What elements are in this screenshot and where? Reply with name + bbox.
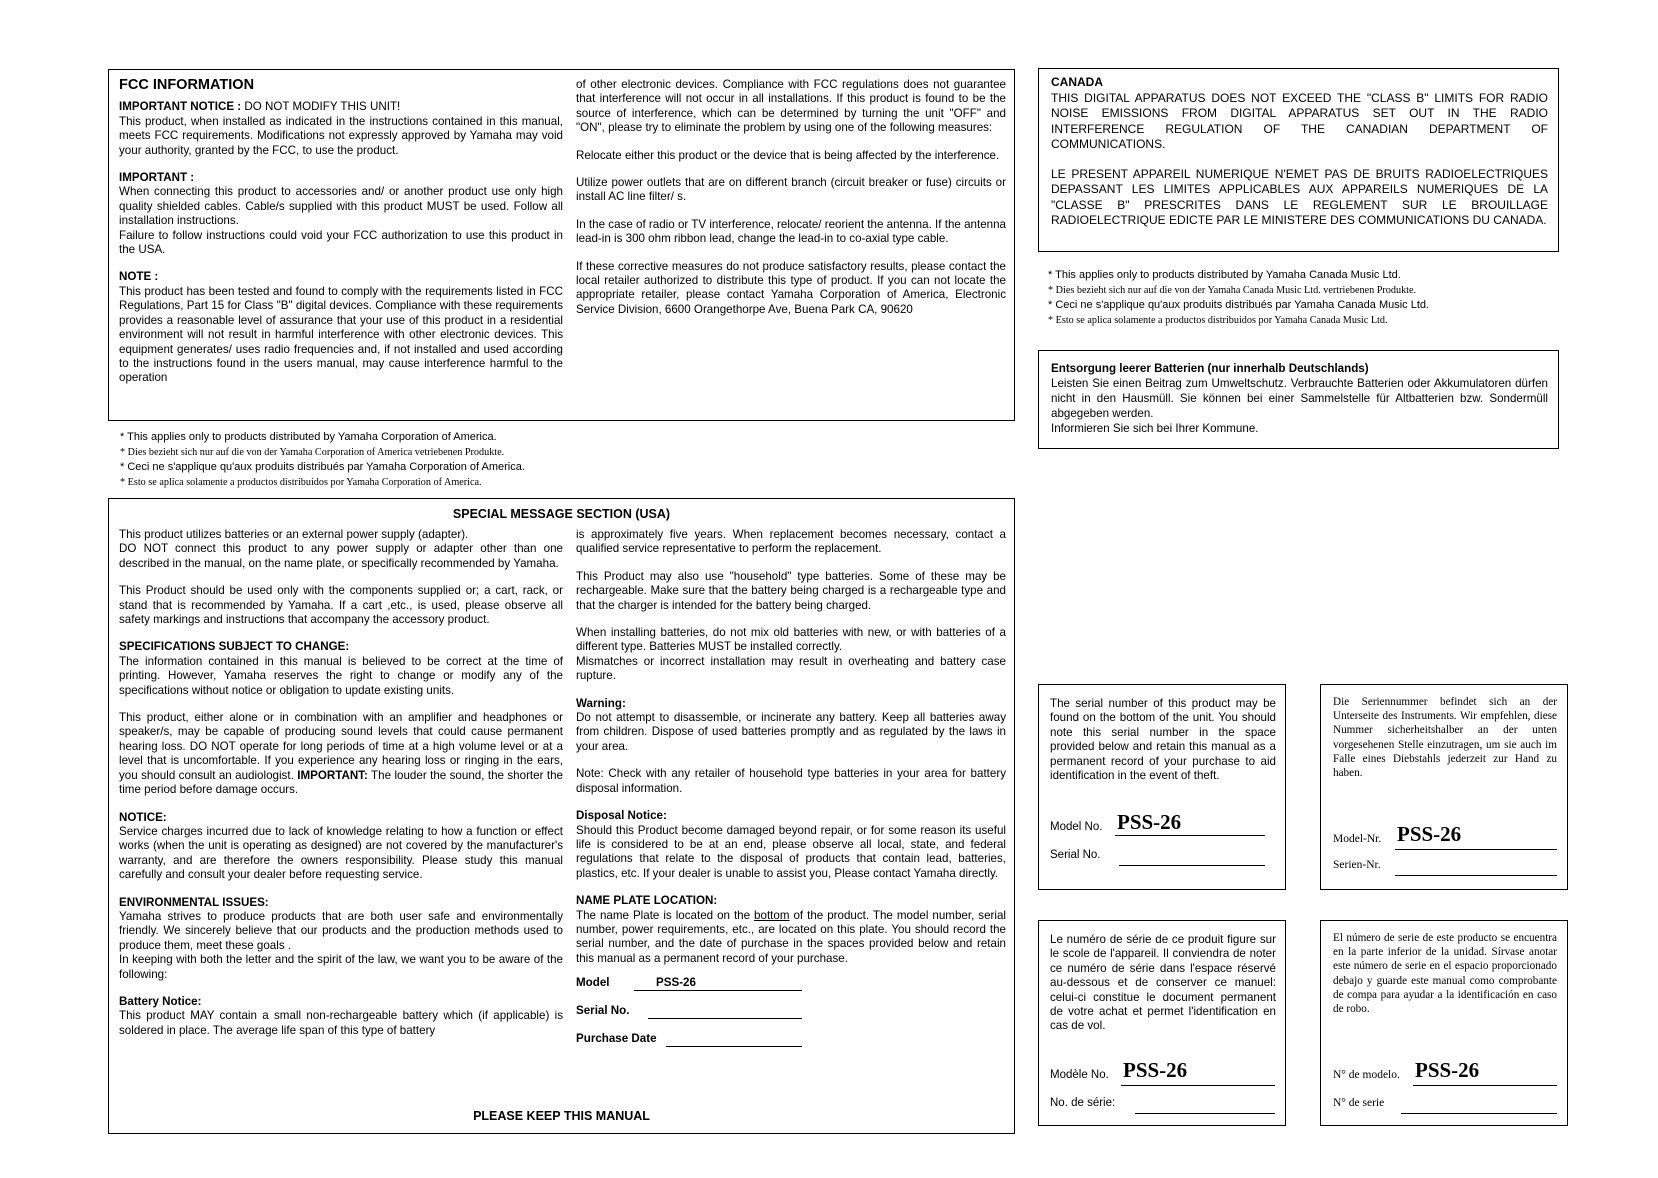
serial-line[interactable] xyxy=(648,1018,802,1019)
germany-battery-text: Leisten Sie einen Beitrag zum Umweltschutz. Verbrauchte Batterien oder Akkumulatoren dürfen nicht in den Hausmüll. Sie können bei einer Sammelstelle für Altbatterien bzw. Sondermüll abgegeben werden. xyxy=(1051,377,1548,420)
household-battery-text: This Product may also use "household" type batteries. Some of these may be rechargeable. Make sure that the battery being charged is a rechargeable type and that the charger is intended for the battery being charged. xyxy=(576,569,1006,612)
special-components-text: This Product should be used only with the components supplied or; a cart, rack, or stand that is recommended by Yamaha. If a cart ,etc., is used, please observe all safety markings and instructions that accompany the accessory product. xyxy=(119,584,563,627)
battery-notice-text: This product MAY contain a small non-rechargeable battery which (if applicable) is soldered in place. The average life span of this type of battery xyxy=(119,1009,563,1037)
serial-german-serial-label: Serien-Nr. xyxy=(1333,859,1381,871)
special-column-right xyxy=(576,528,1006,1060)
fcc-notice-text: DO NOT MODIFY THIS UNIT! xyxy=(241,100,401,114)
canada-distribution-notes xyxy=(1048,268,1429,328)
special-power-text: This product utilizes batteries or an external power supply (adapter). xyxy=(119,528,469,541)
serial-german-text: Die Seriennummer befindet sich an der Unterseite des Instruments. Wir empfehlen, diese Nummer sicherheitshalber an der unten vorgesehenen Stelle einzutragen, um sie auch im Falle eines Diebstahls jederzeit zur Hand zu haben. xyxy=(1333,696,1557,780)
serial-german-model-value: PSS-26 xyxy=(1397,822,1462,846)
specifications-heading: SPECIFICATIONS SUBJECT TO CHANGE: xyxy=(119,640,350,654)
fcc-col2-paragraph-3: Utilize power outlets that are on different branch (circuit breaker or fuse) circuits or install AC line filter/ s. xyxy=(576,176,1006,204)
fcc-notice-heading: IMPORTANT NOTICE : xyxy=(119,100,242,114)
model-line xyxy=(634,990,802,991)
fcc-title: FCC INFORMATION xyxy=(119,77,255,93)
battery-disposal-note: Note: Check with any retailer of household type batteries in your area for battery disposal information. xyxy=(576,767,1006,795)
model-label: Model xyxy=(576,976,610,990)
purchase-date-label: Purchase Date xyxy=(576,1032,657,1046)
disposal-heading: Disposal Notice: xyxy=(576,809,667,823)
serial-german-serial-line[interactable] xyxy=(1395,875,1557,876)
fcc-column-left xyxy=(119,78,563,399)
serial-spanish-serial-line[interactable] xyxy=(1401,1113,1557,1114)
purchase-date-line[interactable] xyxy=(666,1046,802,1047)
fcc-note-text: This product has been tested and found to comply with the requirements listed in FCC Regulations, Part 15 for Class "B" digital devices. Compliance with these requirements provides a reasonable level of assurance that your use of this product in a residential environment will not result in harmful interference with other electronic devices. This equipment generates/ uses radio frequencies and, if not installed and used according to the instructions found in the users manual, may cause interference harmful to the operation xyxy=(119,284,563,385)
battery-life-text: is approximately five years. When replacement becomes necessary, contact a qualified service representative to perform the replacement. xyxy=(576,528,1006,556)
serial-french-model-line xyxy=(1121,1085,1275,1086)
germany-battery-text-2: Informieren Sie sich bei Ihrer Kommune. xyxy=(1051,422,1259,435)
canada-note-en: * This applies only to products distributed by Yamaha Canada Music Ltd. xyxy=(1048,269,1401,281)
environmental-text: Yamaha strives to produce products that are both user safe and environmentally friendly. We sincerely believe that our products and the production methods used to produce them, meet these goals . xyxy=(119,909,563,952)
fcc-important-text: When connecting this product to accessories and/ or another product use only high quality shielded cables. Cable/s supplied with this product MUST be used. Follow all installation instructions. xyxy=(119,185,563,228)
us-note-de: * Dies bezieht sich nur auf die von der Yamaha Corporation of America vetriebenen Produkte. xyxy=(120,447,505,458)
germany-battery-box xyxy=(1038,350,1559,449)
serial-english-model-line xyxy=(1115,835,1265,836)
serial-french-model-value: PSS-26 xyxy=(1123,1058,1188,1082)
canada-box xyxy=(1038,68,1559,252)
us-note-en: * This applies only to products distributed by Yamaha Corporation of America. xyxy=(120,431,497,443)
hearing-text: This product, either alone or in combination with an amplifier and headphones or speaker/s, may be capable of producing sound levels that could cause permanent hearing loss. DO NOT operate for long periods of time at a high volume level or at a level that is uncomfortable. If you experience any hearing loss or ringing in the ears, you should consult an audiologist. xyxy=(119,711,563,782)
keep-manual-footer: PLEASE KEEP THIS MANUAL xyxy=(473,1109,650,1123)
serial-english-text: The serial number of this product may be found on the bottom of the unit. You should note this serial number in the space provided below and retain this manual as a permanent record of your purchase to aid identification in the event of theft. xyxy=(1050,697,1276,783)
serial-box-french xyxy=(1038,920,1286,1126)
hearing-important-label: IMPORTANT: xyxy=(297,768,368,782)
mismatch-text: Mismatches or incorrect installation may result in overheating and battery case rupture. xyxy=(576,654,1006,683)
us-note-fr: * Ceci ne s'applique qu'aux produits distribués par Yamaha Corporation of America. xyxy=(120,461,525,473)
notice-text: Service charges incurred due to lack of knowledge relating to how a function or effect works (when the unit is operating as designed) are not covered by the manufacturer's warranty, and are therefore the owners responsibility. Please study this manual carefully and consult your dealer before requesting service. xyxy=(119,824,563,882)
serial-spanish-text: El número de serie de este producto se encuentra en la parte inferior de la unidad. Sírvase anotar este número de serie en el espacio proporcionado debajo y guarde este manual como comprobante de compa para ayudar a la identificación en caso de robo. xyxy=(1333,932,1557,1016)
specifications-text: The information contained in this manual is believed to be correct at the time of printing. However, Yamaha reserves the right to change or modify any of the specifications without notice or obligation to update existing units. xyxy=(119,654,563,697)
name-plate-text-underlined: bottom xyxy=(754,908,790,922)
serial-spanish-model-value: PSS-26 xyxy=(1415,1058,1480,1082)
serial-english-model-label: Model No. xyxy=(1050,821,1103,833)
canada-english-text: THIS DIGITAL APPARATUS DOES NOT EXCEED THE "CLASS B" LIMITS FOR RADIO NOISE EMISSIONS FROM DIGITAL APPARATUS SET OUT IN THE RADIO INTERFERENCE REGULATION OF THE CANADIAN DEPARTMENT OF COMMUNICATIONS. xyxy=(1051,90,1548,151)
serial-french-serial-label: No. de série: xyxy=(1050,1097,1116,1109)
serial-french-model-label: Modèle No. xyxy=(1050,1069,1109,1081)
serial-box-english xyxy=(1038,684,1286,890)
serial-spanish-serial-label: N° de serie xyxy=(1333,1097,1385,1109)
serial-english-model-value: PSS-26 xyxy=(1117,810,1182,834)
fcc-important-heading: IMPORTANT : xyxy=(119,171,195,185)
serial-english-serial-label: Serial No. xyxy=(1050,849,1101,861)
canada-title: CANADA xyxy=(1051,75,1103,89)
canada-note-fr: * Ceci ne s'applique qu'aux produits distribués par Yamaha Canada Music Ltd. xyxy=(1048,299,1430,311)
name-plate-text-2: of the product. The model number, serial number, power requirements, etc., are located on this plate. You should record the serial number, and the date of purchase in the spaces provided below and retain this manual as a permanent record of your purchase. xyxy=(576,908,1006,965)
fcc-col2-paragraph-5: If these corrective measures do not produce satisfactory results, please contact the local retailer authorized to distribute this type of product. If you can not locate the appropriate retailer, please contact Yamaha Corporation of America, Electronic Service Division, 6600 Orangethorpe Ave, Buena Park CA, 90620 xyxy=(576,259,1006,316)
serial-english-serial-line[interactable] xyxy=(1119,865,1265,866)
fcc-col2-paragraph-1: of other electronic devices. Compliance with FCC regulations does not guarantee that interference will not occur in all installations. If this product is found to be the source of interference, which can be determined by turning the unit "OFF" and "ON", please try to eliminate the problem by using one of the following measures: xyxy=(576,78,1006,135)
name-plate-heading: NAME PLATE LOCATION: xyxy=(576,894,718,908)
special-power-text-2: DO NOT connect this product to any power supply or adapter other than one described in the manual, on the name plate, or specifically recommended by Yamaha. xyxy=(119,542,563,570)
model-value: PSS-26 xyxy=(656,976,696,990)
canada-note-es: * Esto se aplica solamente a productos distribuidos por Yamaha Canada Music Ltd. xyxy=(1048,315,1388,326)
serial-spanish-model-line xyxy=(1413,1085,1557,1086)
fcc-important-text-2: Failure to follow instructions could void your FCC authorization to use this product in the USA. xyxy=(119,228,563,257)
notice-heading: NOTICE: xyxy=(119,810,167,824)
us-note-es: * Esto se aplica solamente a productos distribuidos por Yamaha Corporation of America. xyxy=(120,477,482,488)
battery-notice-heading: Battery Notice: xyxy=(119,994,202,1008)
environmental-heading: ENVIRONMENTAL ISSUES: xyxy=(119,895,269,909)
warning-text: Do not attempt to disassemble, or incinerate any battery. Keep all batteries away from children. Dispose of used batteries promptly and as regulated by the laws in your area. xyxy=(576,711,1006,753)
fcc-note-heading: NOTE : xyxy=(119,270,159,284)
serial-box-german xyxy=(1320,684,1568,890)
serial-german-model-line xyxy=(1395,849,1557,850)
canada-french-text: LE PRESENT APPAREIL NUMERIQUE N'EMET PAS DE BRUITS RADIOELECTRIQUES DEPASSANT LES LIMITES APPLICABLES AUX APPAREILS NUMERIQUES DE LA "CLASSE B" PRESCRITES DANS LE REGLEMENT SUR LE BROUILLAGE RADIOELECTRIQUE EDICTE PAR LE MINISTERE DES COMMUNICATIONS DU CANADA. xyxy=(1051,166,1548,227)
serial-french-serial-line[interactable] xyxy=(1135,1113,1275,1114)
name-plate-text: The name Plate is located on the xyxy=(576,908,755,922)
germany-battery-title: Entsorgung leerer Batterien (nur innerhalb Deutschlands) xyxy=(1051,362,1369,375)
disposal-text: Should this Product become damaged beyond repair, or for some reason its useful life is considered to be at an end, please observe all local, state, and federal regulations that relate to the disposal of products that contain lead, batteries, plastics, etc. If your dealer is unable to assist you, Please contact Yamaha directly. xyxy=(576,823,1006,880)
special-message-title: SPECIAL MESSAGE SECTION (USA) xyxy=(452,507,671,521)
fcc-col2-paragraph-4: In the case of radio or TV interference, relocate/ reorient the antenna. If the antenna lead-in is 300 ohm ribbon lead, change the lead-in to co-axial type cable. xyxy=(576,217,1006,246)
serial-german-model-label: Model-Nr. xyxy=(1333,833,1382,845)
warning-heading: Warning: xyxy=(576,696,626,710)
installing-batteries-text: When installing batteries, do not mix old batteries with new, or with batteries of a different type. Batteries MUST be installed correctly. xyxy=(576,626,1006,654)
special-message-box xyxy=(108,498,1015,1134)
fcc-information-box xyxy=(108,69,1015,421)
serial-label: Serial No. xyxy=(576,1004,630,1018)
fcc-paragraph-1: This product, when installed as indicated in the instructions contained in this manual, meets FCC requirements. Modifications not expressly approved by Yamaha may void your authority, granted by the FCC, to use the product. xyxy=(119,114,563,157)
us-distribution-notes xyxy=(120,430,525,490)
serial-french-text: Le numéro de série de ce produit figure sur le scole de l'appareil. Il conviendra de noter ce numéro de série dans l'espace réservé au-dessous et de conserver ce manuel: celui-ci constitue le document permanent de votre achat et permet l'identification en cas de vol. xyxy=(1050,933,1276,1033)
hearing-important-text: The louder the sound, the shorter the time period before damage occurs. xyxy=(119,768,563,797)
special-column-left xyxy=(119,528,563,1051)
fcc-col2-paragraph-2: Relocate either this product or the device that is being affected by the interference. xyxy=(576,148,1000,162)
serial-spanish-model-label: N° de modelo. xyxy=(1333,1069,1400,1081)
canada-note-de: * Dies bezieht sich nur auf die von der Yamaha Canada Music Ltd. vertriebenen Produkte. xyxy=(1048,285,1417,296)
fcc-column-right xyxy=(576,78,1006,330)
environmental-text-2: In keeping with both the letter and the spirit of the law, we want you to be aware of the following: xyxy=(119,953,563,981)
serial-box-spanish xyxy=(1320,920,1568,1126)
